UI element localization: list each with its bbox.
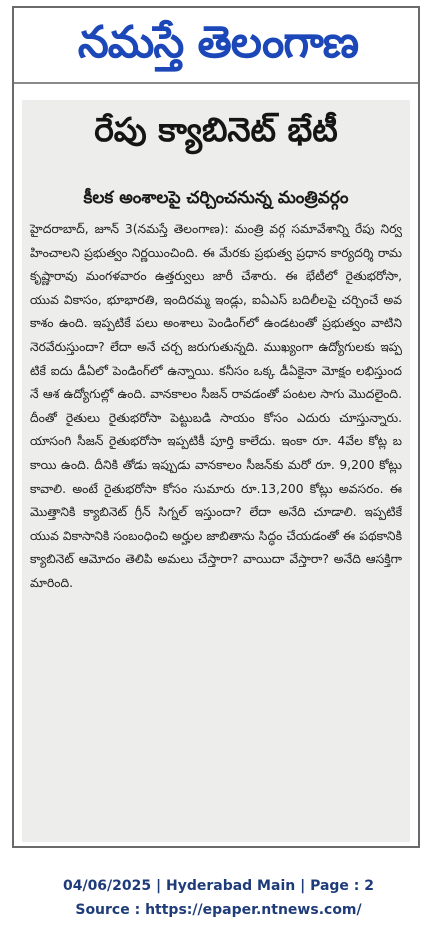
newspaper-masthead: నమస్తే తెలంగాణ xyxy=(77,17,359,68)
masthead-divider xyxy=(14,82,418,84)
clipping-footer xyxy=(0,874,437,922)
article-subheadline: కీలక అంశాలపై చర్చించనున్న మంత్రివర్గం xyxy=(83,188,349,208)
article-clipping xyxy=(22,100,410,842)
clipping-frame xyxy=(12,6,420,848)
article-body: హైదరాబాద్, జూన్ 3(నమస్తే తెలంగాణ): మంత్రి వర్గ సమావేశాన్ని రేపు నిర్వహించాలని ప్రభుత్వం నిర్ణయించింది. ఈ మేరకు ప్రభుత్వ ప్రధాన కార్యదర్శి రామకృష్ణారావు మంగళవారం ఉత్తర్వులు జారీ చేశారు. ఈ భేటీలో రైతుభరోసా, యువ వికాసం, భూభారతి, ఇందిరమ్మ ఇండ్లు, ఐఏఎస్ బదిలీలపై చర్చించే అవకాశం ఉంది. ఇప్పటికే పలు అంశాలు పెండింగ్‌లో ఉండటంతో ప్రభుత్వం వాటిని నెరవేరుస్తుందా? లేదా అనే చర్చ జరుగుతున్నది. ముఖ్యంగా ఉద్యోగులకు ఇప్పటికే ఐదు డీఏలో పెండింగ్‌లో ఉన్నాయి. కనీసం ఒక్క డీఏకైనా మోక్షం లభిస్తుందనే ఆశ ఉద్యోగుల్లో ఉంది. వానకాలం సీజన్ రావడంతో పంటల సాగు మొదలైంది. దీంతో రైతులు రైతుభరోసా పెట్టుబడి సాయం కోసం ఎదురు చూస్తున్నారు. యాసంగి సీజన్ రైతుభరోసా ఇప్పటికీ పూర్తి కాలేదు. ఇంకా రూ. 4వేల కోట్ల బకాయి ఉంది. దీనికి తోడు ఇప్పుడు వానకాలం సీజన్‌కు మరో రూ. 9,200 కోట్లు కావాలి. అంటే రైతుభరోసా కోసం సుమారు రూ.13,200 కోట్లు అవసరం. ఈ మొత్తానికి క్యాబినెట్ గ్రీన్ సిగ్నల్ ఇస్తుందా? లేదా అనేది చూడాలి. ఇప్పటికే యువ వికాసానికి సంబంధించి అర్హుల జాబితాను సిద్ధం చేయడంతో ఈ పథకానికి క్యాబినెట్ ఆమోదం తెలిపి అమలు చేస్తారా? వాయిదా వేస్తారా? అనేది ఆసక్తిగా మారింది. xyxy=(30,222,402,590)
footer-source-link[interactable]: Source : https://epaper.ntnews.com/ xyxy=(75,902,362,918)
footer-date-edition: 04/06/2025 | Hyderabad Main | Page : 2 xyxy=(62,878,375,894)
article-headline: రేపు క్యాబినెట్ భేటీ xyxy=(94,110,338,149)
